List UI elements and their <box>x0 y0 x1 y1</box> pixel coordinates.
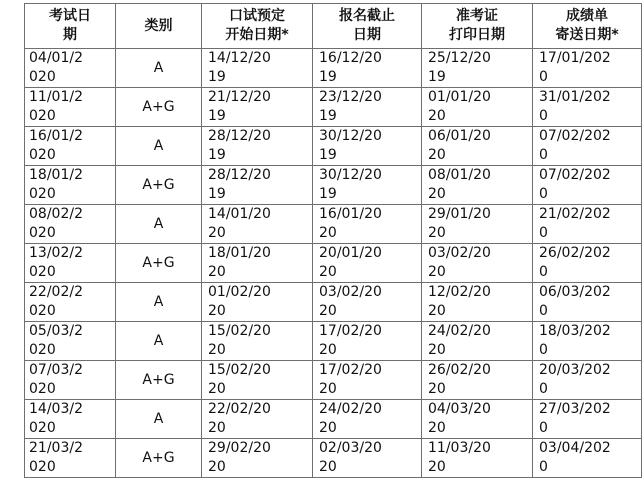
cell-text-line: 19 <box>208 108 226 124</box>
cell-text-line: 30/12/20 <box>319 167 382 183</box>
cell-text-line: 19 <box>319 186 337 202</box>
cell-text-line: 11/03/20 <box>428 440 491 456</box>
admission-print-date-cell <box>422 166 533 205</box>
table-row <box>25 361 642 400</box>
header-registration-deadline <box>313 4 422 49</box>
header-text-line: 准考证 <box>456 8 498 24</box>
cell-text-line: 15/02/20 <box>208 323 271 339</box>
cell-text-line: 0 <box>539 303 548 319</box>
cell-text-line: 020 <box>29 186 56 202</box>
score-report-date-cell <box>533 244 642 283</box>
cell-text-line: 18/01/20 <box>208 245 271 261</box>
registration-deadline-cell <box>313 127 422 166</box>
admission-print-date-cell <box>422 127 533 166</box>
header-text-line: 考试日 <box>49 8 91 24</box>
cell-text-line: 020 <box>29 108 56 124</box>
cell-text-line: 13/02/2 <box>29 245 83 261</box>
oral-start-date-cell <box>202 361 313 400</box>
cell-text-line: 28/12/20 <box>208 128 271 144</box>
cell-text-line: 14/03/2 <box>29 401 83 417</box>
cell-text-line: 20/01/20 <box>319 245 382 261</box>
exam-date-cell <box>25 166 116 205</box>
cell-text-line: 020 <box>29 225 56 241</box>
cell-text-line: 0 <box>539 342 548 358</box>
cell-text-line: A <box>153 293 164 310</box>
cell-text-line: 07/02/202 <box>539 167 611 183</box>
exam-date-cell <box>25 361 116 400</box>
cell-text-line: 020 <box>29 420 56 436</box>
registration-deadline-cell <box>313 205 422 244</box>
registration-deadline-cell <box>313 439 422 478</box>
registration-deadline-cell <box>313 88 422 127</box>
category-cell <box>116 166 202 205</box>
cell-text-line: 14/12/20 <box>208 50 271 66</box>
cell-text-line: 27/03/202 <box>539 401 611 417</box>
header-text-line: 日期 <box>353 27 381 43</box>
exam-date-cell <box>25 400 116 439</box>
score-report-date-cell <box>533 88 642 127</box>
cell-text-line: 01/02/20 <box>208 284 271 300</box>
cell-text-line: 07/02/202 <box>539 128 611 144</box>
cell-text-line: 020 <box>29 342 56 358</box>
cell-text-line: A <box>153 215 164 232</box>
header-text-line: 打印日期 <box>449 27 505 43</box>
oral-start-date-cell <box>202 400 313 439</box>
cell-text-line: 31/01/202 <box>539 89 611 105</box>
cell-text-line: 20 <box>428 381 446 397</box>
registration-deadline-cell <box>313 49 422 88</box>
cell-text-line: 06/03/202 <box>539 284 611 300</box>
cell-text-line: 25/12/20 <box>428 50 491 66</box>
exam-date-cell <box>25 127 116 166</box>
exam-date-cell <box>25 205 116 244</box>
cell-text-line: 11/01/2 <box>29 89 83 105</box>
cell-text-line: 08/01/20 <box>428 167 491 183</box>
header-admission-print-date <box>422 4 533 49</box>
table-row <box>25 322 642 361</box>
cell-text-line: 0 <box>539 225 548 241</box>
cell-text-line: 21/12/20 <box>208 89 271 105</box>
category-cell <box>116 127 202 166</box>
category-cell <box>116 322 202 361</box>
table-row <box>25 166 642 205</box>
cell-text-line: 20/03/202 <box>539 362 611 378</box>
cell-text-line: 16/01/2 <box>29 128 83 144</box>
oral-start-date-cell <box>202 166 313 205</box>
oral-start-date-cell <box>202 127 313 166</box>
cell-text-line: 30/12/20 <box>319 128 382 144</box>
cell-text-line: 23/12/20 <box>319 89 382 105</box>
header-oral-start-date <box>202 4 313 49</box>
score-report-date-cell <box>533 400 642 439</box>
registration-deadline-cell <box>313 244 422 283</box>
exam-schedule-table <box>24 3 642 478</box>
cell-text-line: 20 <box>208 459 226 475</box>
cell-text-line: 16/12/20 <box>319 50 382 66</box>
registration-deadline-cell <box>313 283 422 322</box>
cell-text-line: 0 <box>539 108 548 124</box>
exam-date-cell <box>25 88 116 127</box>
cell-text-line: 19 <box>319 69 337 85</box>
table-row <box>25 244 642 283</box>
admission-print-date-cell <box>422 439 533 478</box>
cell-text-line: 14/01/20 <box>208 206 271 222</box>
cell-text-line: 20 <box>319 225 337 241</box>
table-row <box>25 400 642 439</box>
header-text-line: 寄送日期* <box>555 27 619 43</box>
cell-text-line: 0 <box>539 186 548 202</box>
registration-deadline-cell <box>313 361 422 400</box>
cell-text-line: 20 <box>428 420 446 436</box>
header-text-line: 期 <box>63 27 77 43</box>
cell-text-line: 20 <box>428 186 446 202</box>
cell-text-line: 20 <box>208 381 226 397</box>
cell-text-line: A <box>153 59 164 76</box>
cell-text-line: 20 <box>428 264 446 280</box>
table-row <box>25 283 642 322</box>
cell-text-line: 21/03/2 <box>29 440 83 456</box>
header-text-line: 成绩单 <box>566 8 608 24</box>
score-report-date-cell <box>533 49 642 88</box>
cell-text-line: 16/01/20 <box>319 206 382 222</box>
cell-text-line: 26/02/20 <box>428 362 491 378</box>
cell-text-line: 20 <box>208 342 226 358</box>
cell-text-line: 24/02/20 <box>428 323 491 339</box>
cell-text-line: A+G <box>142 371 175 388</box>
cell-text-line: 12/02/20 <box>428 284 491 300</box>
oral-start-date-cell <box>202 283 313 322</box>
admission-print-date-cell <box>422 283 533 322</box>
cell-text-line: 20 <box>319 459 337 475</box>
cell-text-line: 20 <box>428 342 446 358</box>
cell-text-line: 02/03/20 <box>319 440 382 456</box>
cell-text-line: 18/03/202 <box>539 323 611 339</box>
cell-text-line: 19 <box>208 147 226 163</box>
cell-text-line: 020 <box>29 147 56 163</box>
exam-date-cell <box>25 283 116 322</box>
cell-text-line: 20 <box>319 303 337 319</box>
registration-deadline-cell <box>313 322 422 361</box>
cell-text-line: 20 <box>319 381 337 397</box>
header-exam-date <box>25 4 116 49</box>
cell-text-line: A+G <box>142 98 175 115</box>
cell-text-line: 20 <box>428 225 446 241</box>
cell-text-line: 19 <box>428 69 446 85</box>
table-row <box>25 88 642 127</box>
cell-text-line: 17/01/202 <box>539 50 611 66</box>
category-cell <box>116 205 202 244</box>
cell-text-line: A+G <box>142 254 175 271</box>
category-cell <box>116 283 202 322</box>
cell-text-line: 020 <box>29 69 56 85</box>
category-cell <box>116 361 202 400</box>
cell-text-line: 17/02/20 <box>319 323 382 339</box>
cell-text-line: 20 <box>428 303 446 319</box>
cell-text-line: 22/02/2 <box>29 284 83 300</box>
cell-text-line: 020 <box>29 303 56 319</box>
score-report-date-cell <box>533 322 642 361</box>
cell-text-line: 05/03/2 <box>29 323 83 339</box>
category-cell <box>116 244 202 283</box>
cell-text-line: 0 <box>539 69 548 85</box>
table-row <box>25 205 642 244</box>
cell-text-line: 26/02/202 <box>539 245 611 261</box>
cell-text-line: 0 <box>539 147 548 163</box>
header-text-line: 类别 <box>144 17 173 34</box>
score-report-date-cell <box>533 439 642 478</box>
cell-text-line: 19 <box>208 69 226 85</box>
cell-text-line: 20 <box>208 225 226 241</box>
oral-start-date-cell <box>202 439 313 478</box>
registration-deadline-cell <box>313 400 422 439</box>
table-body <box>25 49 642 478</box>
cell-text-line: 07/03/2 <box>29 362 83 378</box>
cell-text-line: 22/02/20 <box>208 401 271 417</box>
cell-text-line: 20 <box>428 147 446 163</box>
cell-text-line: 06/01/20 <box>428 128 491 144</box>
cell-text-line: 03/04/202 <box>539 440 611 456</box>
oral-start-date-cell <box>202 322 313 361</box>
oral-start-date-cell <box>202 244 313 283</box>
cell-text-line: 20 <box>428 459 446 475</box>
cell-text-line: 20 <box>428 108 446 124</box>
cell-text-line: 19 <box>319 147 337 163</box>
score-report-date-cell <box>533 205 642 244</box>
cell-text-line: 20 <box>208 264 226 280</box>
category-cell <box>116 49 202 88</box>
table-header <box>25 4 642 49</box>
cell-text-line: 15/02/20 <box>208 362 271 378</box>
exam-date-cell <box>25 244 116 283</box>
cell-text-line: A+G <box>142 449 175 466</box>
registration-deadline-cell <box>313 166 422 205</box>
cell-text-line: 20 <box>319 264 337 280</box>
admission-print-date-cell <box>422 400 533 439</box>
cell-text-line: 03/02/20 <box>319 284 382 300</box>
cell-text-line: 01/01/20 <box>428 89 491 105</box>
category-cell <box>116 88 202 127</box>
cell-text-line: A <box>153 410 164 427</box>
oral-start-date-cell <box>202 49 313 88</box>
admission-print-date-cell <box>422 322 533 361</box>
header-category <box>116 4 202 49</box>
table-row <box>25 439 642 478</box>
cell-text-line: 0 <box>539 420 548 436</box>
score-report-date-cell <box>533 127 642 166</box>
cell-text-line: 20 <box>319 420 337 436</box>
cell-text-line: 0 <box>539 459 548 475</box>
cell-text-line: A <box>153 332 164 349</box>
cell-text-line: 020 <box>29 264 56 280</box>
category-cell <box>116 439 202 478</box>
cell-text-line: 04/01/2 <box>29 50 83 66</box>
cell-text-line: 19 <box>319 108 337 124</box>
cell-text-line: 17/02/20 <box>319 362 382 378</box>
cell-text-line: 0 <box>539 381 548 397</box>
cell-text-line: 24/02/20 <box>319 401 382 417</box>
score-report-date-cell <box>533 361 642 400</box>
oral-start-date-cell <box>202 205 313 244</box>
cell-text-line: 20 <box>319 342 337 358</box>
cell-text-line: 28/12/20 <box>208 167 271 183</box>
cell-text-line: 04/03/20 <box>428 401 491 417</box>
exam-date-cell <box>25 439 116 478</box>
cell-text-line: 08/02/2 <box>29 206 83 222</box>
header-text-line: 开始日期* <box>225 27 289 43</box>
cell-text-line: A+G <box>142 176 175 193</box>
admission-print-date-cell <box>422 244 533 283</box>
table-row <box>25 49 642 88</box>
header-row <box>25 4 642 49</box>
admission-print-date-cell <box>422 205 533 244</box>
admission-print-date-cell <box>422 88 533 127</box>
cell-text-line: 020 <box>29 381 56 397</box>
cell-text-line: 21/02/202 <box>539 206 611 222</box>
cell-text-line: 0 <box>539 264 548 280</box>
table-row <box>25 127 642 166</box>
oral-start-date-cell <box>202 88 313 127</box>
cell-text-line: 03/02/20 <box>428 245 491 261</box>
cell-text-line: 20 <box>208 303 226 319</box>
cell-text-line: 020 <box>29 459 56 475</box>
score-report-date-cell <box>533 283 642 322</box>
header-score-report-date <box>533 4 642 49</box>
cell-text-line: 29/01/20 <box>428 206 491 222</box>
cell-text-line: 18/01/2 <box>29 167 83 183</box>
header-text-line: 口试预定 <box>229 8 285 24</box>
cell-text-line: A <box>153 137 164 154</box>
exam-date-cell <box>25 49 116 88</box>
cell-text-line: 20 <box>208 420 226 436</box>
cell-text-line: 29/02/20 <box>208 440 271 456</box>
category-cell <box>116 400 202 439</box>
exam-date-cell <box>25 322 116 361</box>
cell-text-line: 19 <box>208 186 226 202</box>
header-text-line: 报名截止 <box>339 8 395 24</box>
score-report-date-cell <box>533 166 642 205</box>
admission-print-date-cell <box>422 49 533 88</box>
admission-print-date-cell <box>422 361 533 400</box>
